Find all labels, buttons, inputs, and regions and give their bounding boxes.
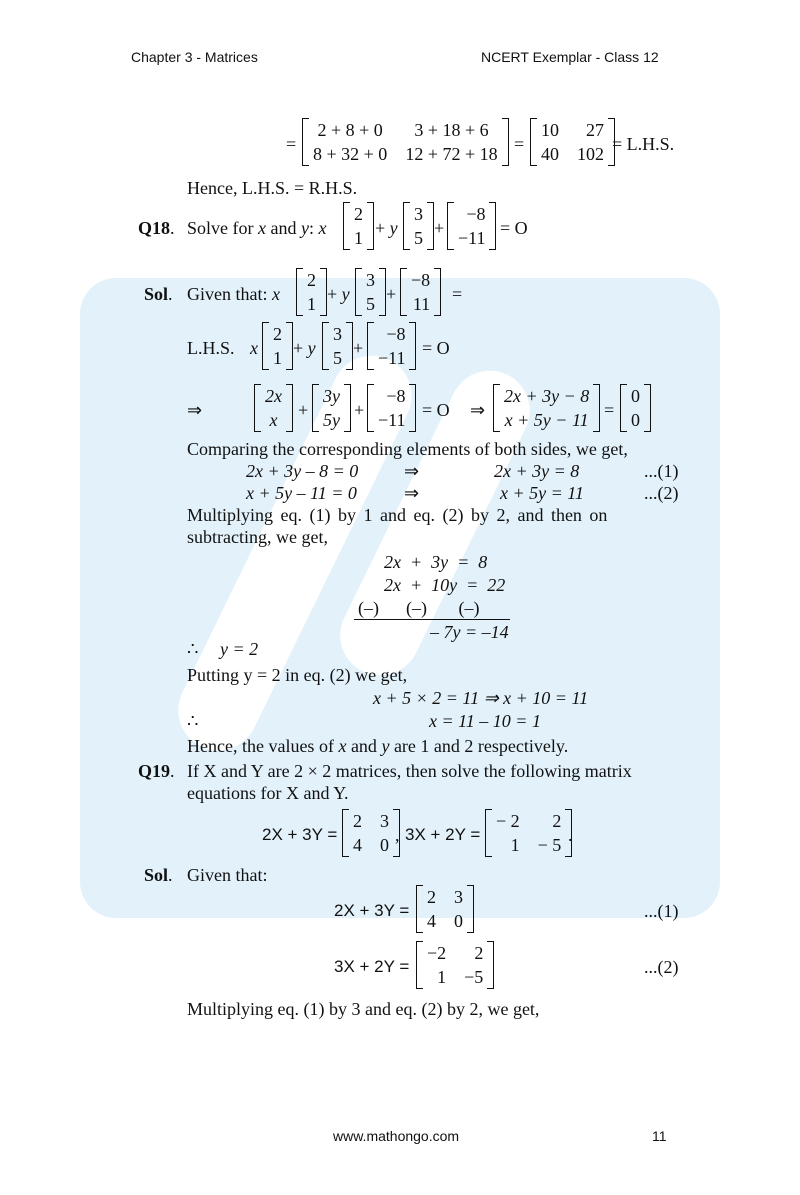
matrix-2x-x: 2x x: [254, 384, 293, 432]
equals-sign: =: [286, 134, 297, 154]
equals-sign: =: [604, 400, 615, 420]
matrix-q18-b: 3 5: [403, 202, 434, 250]
conclusion-text: Hence, L.H.S. = R.H.S.: [187, 178, 358, 198]
subtraction-line: [354, 619, 510, 620]
equation-2-right: x + 5y = 11: [500, 483, 584, 503]
matrix-q19-a: 2 3 4 0: [342, 809, 400, 857]
equals-zero: = O: [500, 218, 528, 238]
lhs-label: L.H.S.: [187, 338, 235, 358]
equation-2x3y: 2X + 3Y =: [334, 901, 410, 920]
equation-2-number: ...(2): [644, 483, 679, 503]
chapter-header: Chapter 3 - Matrices: [131, 49, 258, 65]
implies-symbol: ⇒: [404, 483, 420, 503]
subtraction-signs: (–) (–) (–): [358, 598, 480, 618]
implies-symbol: ⇒: [470, 400, 486, 420]
var-x: x: [250, 338, 258, 358]
plus-y: + y: [293, 338, 316, 358]
matrix-combined: 2x + 3y − 8 x + 5y − 11: [493, 384, 600, 432]
plus-sign: +: [298, 400, 309, 420]
y-value: y = 2: [220, 639, 259, 659]
matrix-lhs-b: 3 5: [322, 322, 353, 370]
therefore-symbol: ∴: [187, 711, 199, 731]
equation-1-right: 2x + 3y = 8: [494, 461, 580, 481]
equation-3x2y: 3X + 2Y =: [334, 957, 410, 976]
equals-sign: =: [514, 134, 525, 154]
equation-1-number: ...(1): [644, 461, 679, 481]
matrix-sol-c: −8 11: [400, 268, 441, 316]
book-header: NCERT Exemplar - Class 12: [481, 49, 659, 65]
plus-sign: +: [354, 400, 365, 420]
equals-zero: = O: [422, 338, 450, 358]
question-label-q18: Q18.: [138, 218, 175, 238]
question-label-q19: Q19.: [138, 761, 175, 781]
comparing-text: Comparing the corresponding elements of both sides, we get,: [187, 439, 628, 459]
period: .: [568, 825, 573, 845]
subtraction-row-1: 2x + 3y = 8: [384, 552, 488, 572]
final-answer: Hence, the values of x and y are 1 and 2 respectively.: [187, 736, 569, 756]
solution-label: Sol.: [144, 865, 173, 885]
plus-sign: +: [386, 284, 397, 304]
putting-text: Putting y = 2 in eq. (2) we get,: [187, 665, 408, 685]
subtraction-result: – 7y = –14: [430, 622, 509, 642]
matrix-constants: −8 −11: [367, 384, 416, 432]
page-number: 11: [652, 1128, 667, 1144]
multiplying-text: Multiplying eq. (1) by 1 and eq. (2) by 2, and then on: [187, 505, 608, 525]
multiplying-text-cont: subtracting, we get,: [187, 527, 328, 547]
matrix-sol19-a: 2 3 4 0: [416, 885, 474, 933]
equals-sign: =: [452, 284, 463, 304]
solution-label: Sol.: [144, 284, 173, 304]
plus-sign: +: [434, 218, 445, 238]
footer-url: www.mathongo.com: [333, 1128, 460, 1144]
comma: ,: [395, 825, 400, 845]
matrix-zero: 0 0: [620, 384, 651, 432]
x-value: x = 11 – 10 = 1: [429, 711, 541, 731]
equation-2x3y: 2X + 3Y =: [262, 825, 338, 844]
plus-y: + y: [375, 218, 398, 238]
lhs-label: = L.H.S.: [612, 134, 675, 154]
equals-zero: = O: [422, 400, 450, 420]
matrix-sol19-b: −2 2 1 −5: [416, 941, 494, 989]
plus-sign: +: [353, 338, 364, 358]
matrix-result: 10 27 40 102: [530, 118, 615, 166]
matrix-q18-a: 2 1: [343, 202, 374, 250]
matrix-lhs-c: −8 −11: [367, 322, 416, 370]
implies-symbol: ⇒: [404, 461, 420, 481]
given-text: Given that: x: [187, 284, 280, 304]
given-text: Given that:: [187, 865, 268, 885]
matrix-sol-a: 2 1: [296, 268, 327, 316]
equation-2-number: ...(2): [644, 957, 679, 977]
substitution-calc: x + 5 × 2 = 11 ⇒ x + 10 = 11: [373, 688, 589, 708]
subtraction-row-2: 2x + 10y = 22: [384, 575, 506, 595]
matrix-3y-5y: 3y 5y: [312, 384, 351, 432]
matrix-sum: 2 + 8 + 0 3 + 18 + 6 8 + 32 + 0 12 + 72 + 18: [302, 118, 509, 166]
question-text-q18: Solve for x and y: x: [187, 218, 327, 238]
question-text-q19: If X and Y are 2 × 2 matrices, then solve the following matrix: [187, 761, 632, 781]
equation-1-number: ...(1): [644, 901, 679, 921]
matrix-q18-c: −8 −11: [447, 202, 496, 250]
equation-1-left: 2x + 3y – 8 = 0: [246, 461, 359, 481]
equation-2-left: x + 5y – 11 = 0: [246, 483, 357, 503]
implies-symbol: ⇒: [187, 400, 203, 420]
question-text-q19-cont: equations for X and Y.: [187, 783, 349, 803]
therefore-symbol: ∴: [187, 639, 199, 659]
matrix-q19-b: − 2 2 1 − 5: [485, 809, 572, 857]
plus-y: + y: [327, 284, 350, 304]
matrix-sol-b: 3 5: [355, 268, 386, 316]
matrix-lhs-a: 2 1: [262, 322, 293, 370]
equation-3x2y: 3X + 2Y =: [405, 825, 481, 844]
multiplying-text: Multiplying eq. (1) by 3 and eq. (2) by 2, we get,: [187, 999, 540, 1019]
